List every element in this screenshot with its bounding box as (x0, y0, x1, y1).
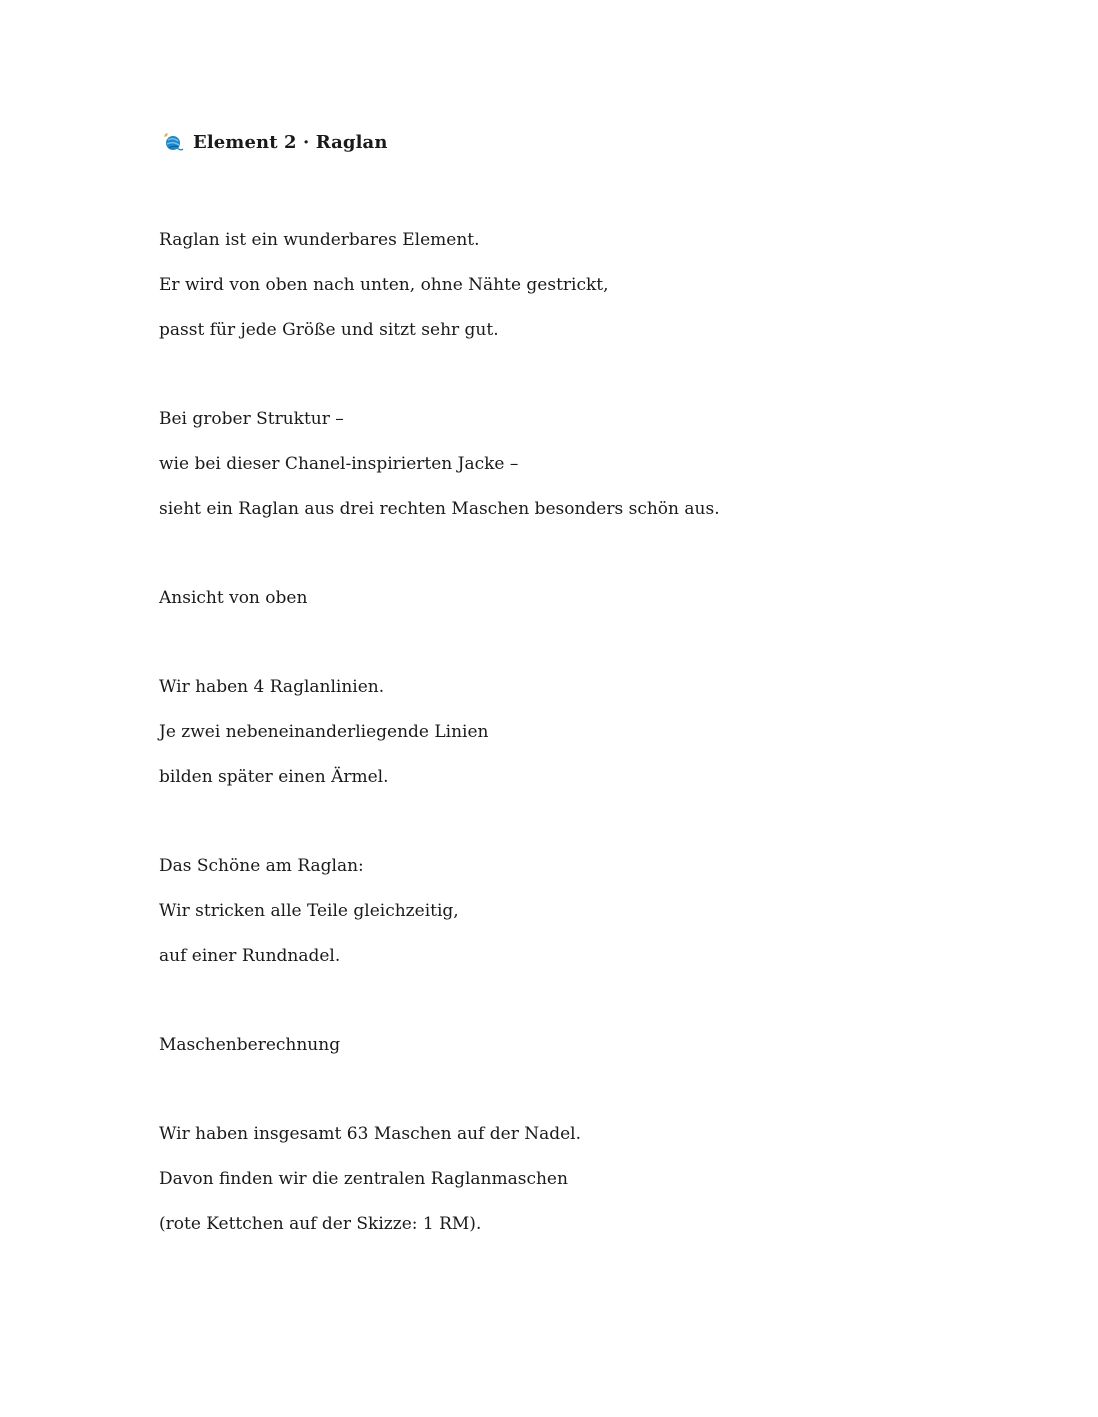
paragraph (159, 665, 1039, 800)
yarn-ball-icon (162, 131, 184, 153)
paragraph (159, 218, 1039, 353)
text-line: wie bei dieser Chanel-inspirierten Jacke – (159, 454, 519, 474)
document-page (159, 128, 1039, 1247)
section-heading (159, 128, 1039, 156)
text-line: Ansicht von oben (159, 588, 308, 608)
text-line: Er wird von oben nach unten, ohne Nähte gestrickt, (159, 275, 609, 295)
text-line: Je zwei nebeneinanderliegende Linien (159, 722, 489, 742)
text-line: Wir stricken alle Teile gleichzeitig, (159, 901, 459, 921)
heading-title: Element 2 · Raglan (193, 131, 388, 153)
text-line: Wir haben 4 Raglanlinien. (159, 677, 385, 697)
text-line: Das Schöne am Raglan: (159, 856, 364, 876)
text-line: (rote Kettchen auf der Skizze: 1 RM). (159, 1214, 482, 1234)
paragraph (159, 1023, 1039, 1068)
text-line: Wir haben insgesamt 63 Maschen auf der Nadel. (159, 1124, 582, 1144)
text-line: sieht ein Raglan aus drei rechten Maschen besonders schön aus. (159, 499, 720, 519)
paragraph (159, 1112, 1039, 1247)
paragraph (159, 397, 1039, 532)
text-line: Davon finden wir die zentralen Raglanmaschen (159, 1169, 568, 1189)
body-text (159, 218, 1039, 1247)
text-line: Bei grober Struktur – (159, 409, 344, 429)
text-line: passt für jede Größe und sitzt sehr gut. (159, 320, 499, 340)
text-line: bilden später einen Ärmel. (159, 767, 389, 787)
text-line: auf einer Rundnadel. (159, 946, 341, 966)
paragraph (159, 844, 1039, 979)
text-line: Maschenberechnung (159, 1035, 341, 1055)
paragraph (159, 576, 1039, 621)
text-line: Raglan ist ein wunderbares Element. (159, 230, 480, 250)
